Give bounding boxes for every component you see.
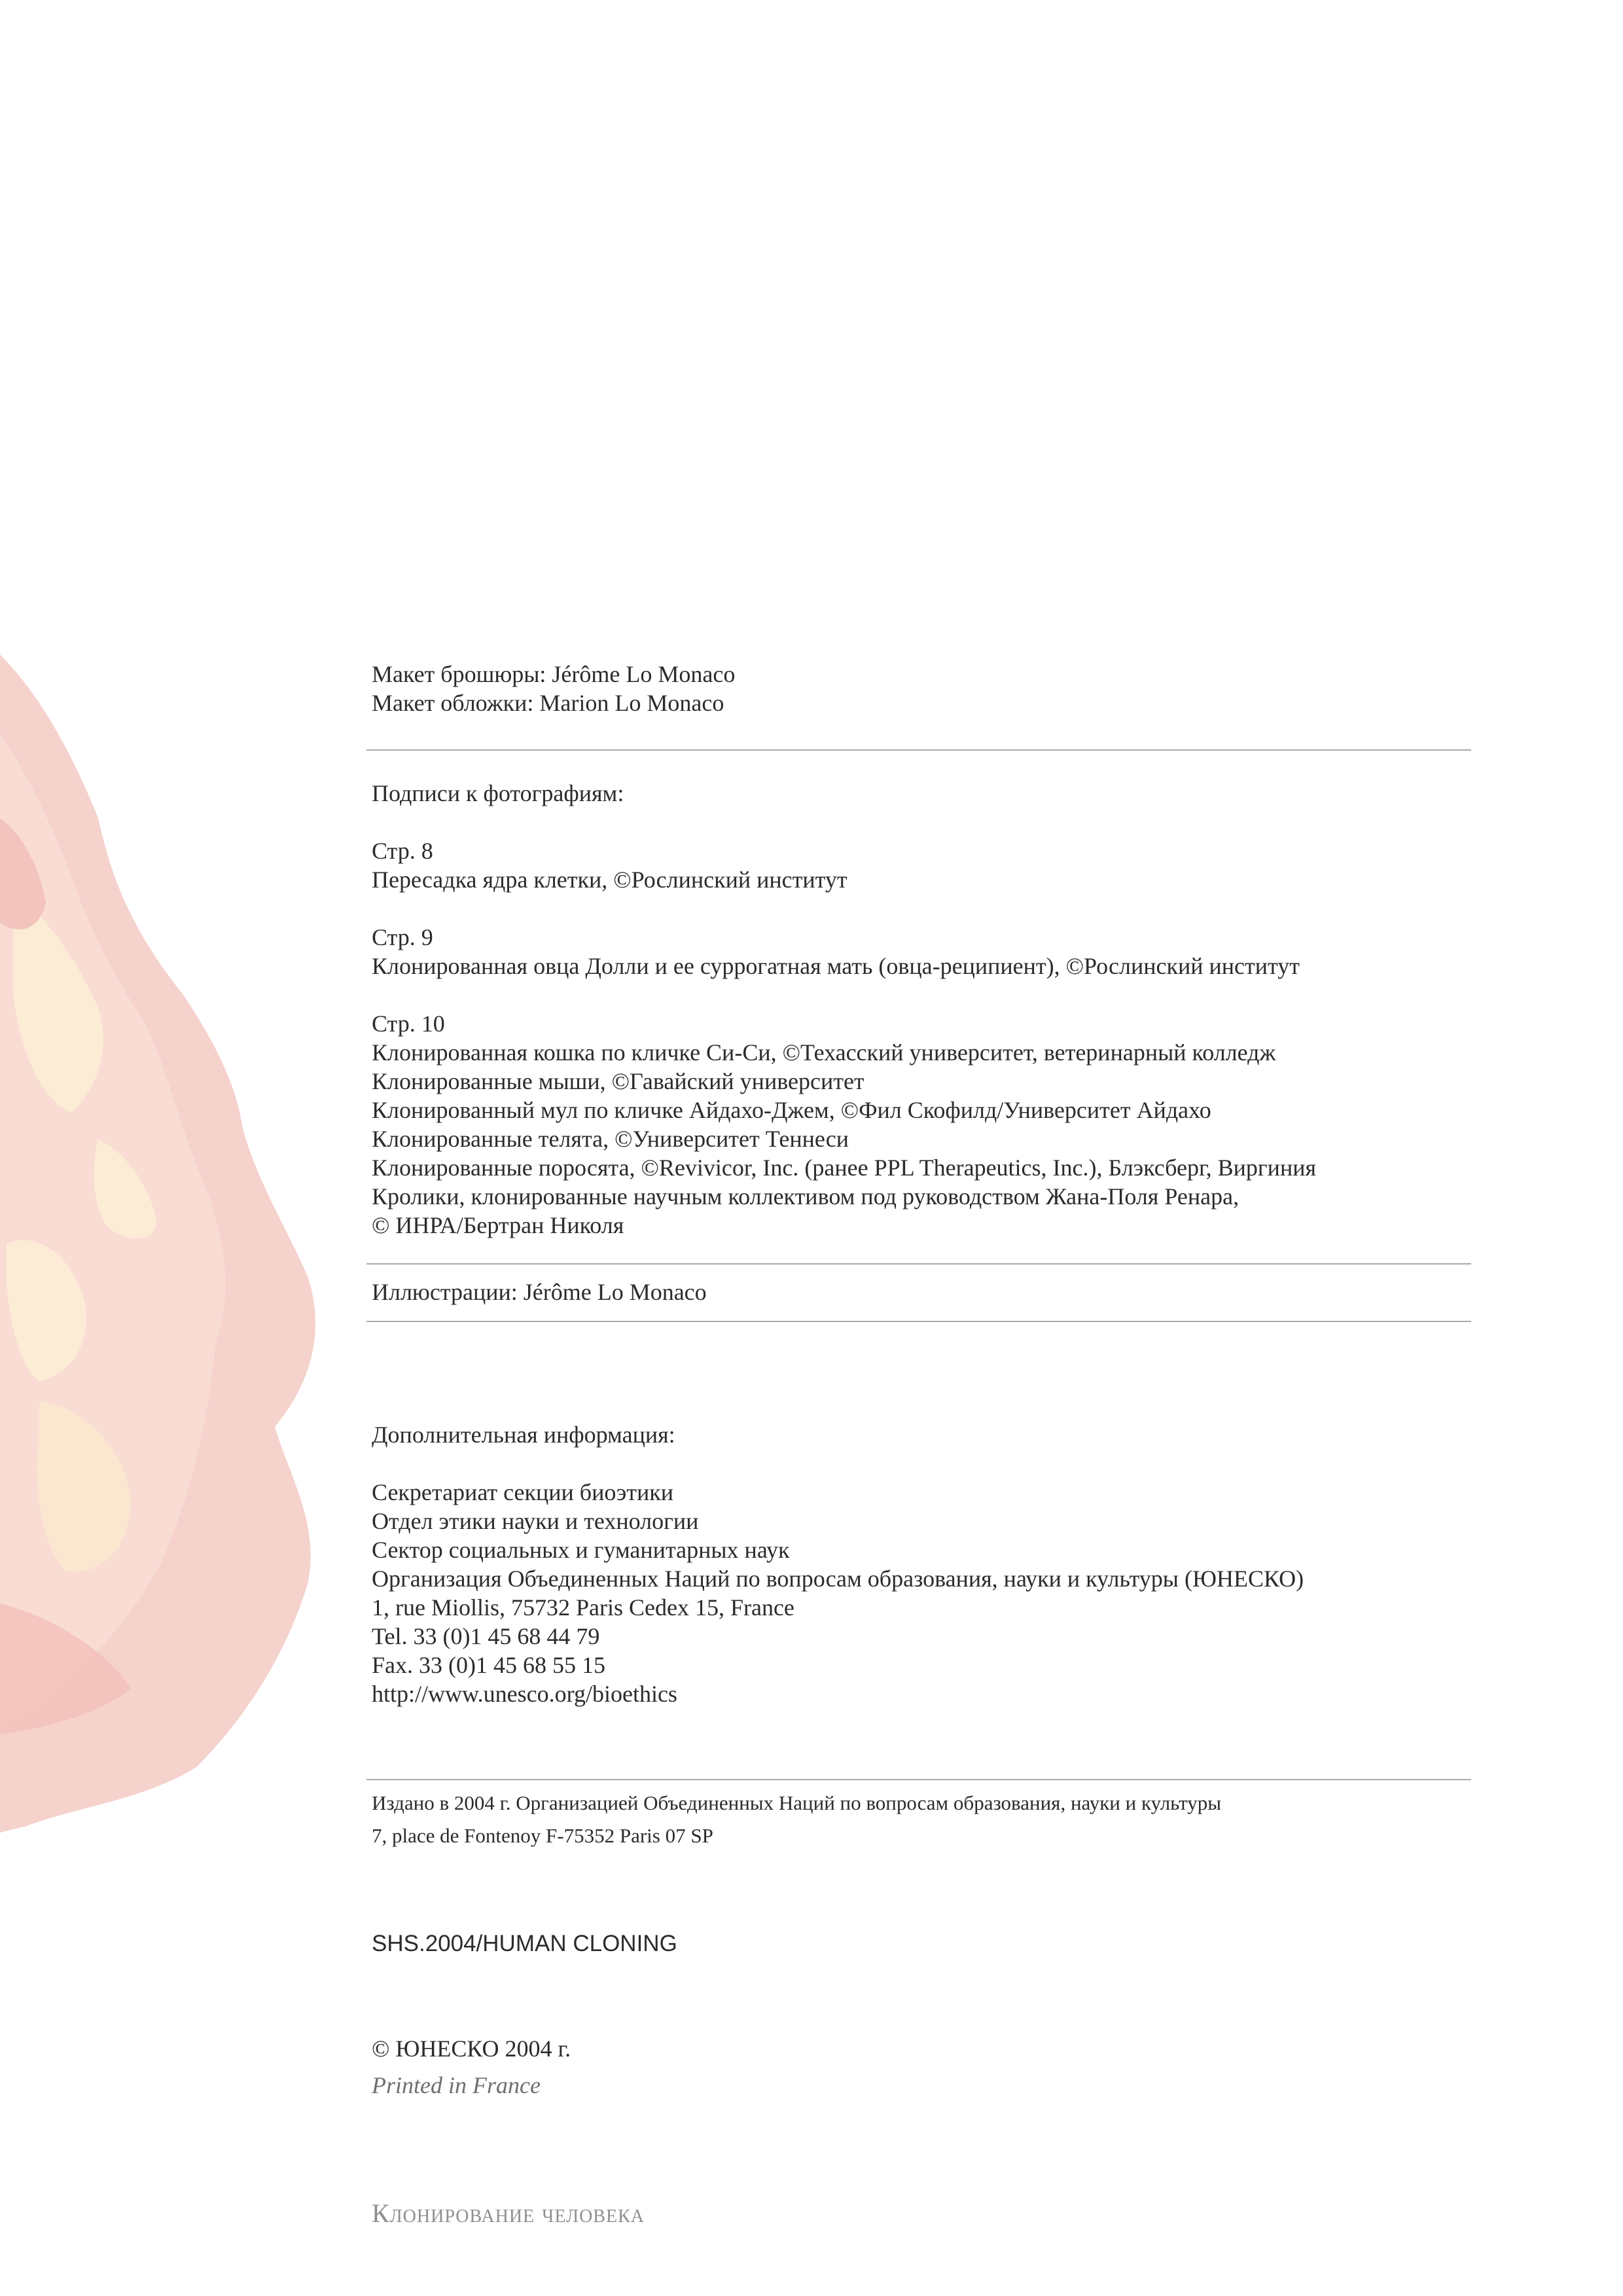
photo-caption: Клонированные мыши, ©Гавайский университет bbox=[372, 1068, 865, 1094]
credit-cover-layout: Макет обложки: Marion Lo Monaco bbox=[372, 690, 724, 716]
photo-caption: Пересадка ядра клетки, ©Рослинский институт bbox=[372, 867, 847, 893]
photo-page-10-label: Стр. 10 bbox=[372, 1011, 445, 1037]
contact-line: Отдел этики науки и технологии bbox=[372, 1508, 699, 1534]
photo-caption: Клонированный мул по кличке Айдахо-Джем, ©Фил Скофилд/Университет Айдахо bbox=[372, 1097, 1211, 1123]
photo-caption: Клонированная овца Долли и ее суррогатная мать (овца-реципиент), ©Рослинский институт bbox=[372, 953, 1300, 979]
divider bbox=[366, 1779, 1471, 1780]
photo-page-9-label: Стр. 9 bbox=[372, 924, 433, 950]
contact-website-link[interactable]: http://www.unesco.org/bioethics bbox=[372, 1681, 677, 1707]
divider bbox=[366, 1263, 1471, 1265]
publisher-address: 7, place de Fontenoy F-75352 Paris 07 SP bbox=[372, 1824, 713, 1847]
contact-line: Секретариат секции биоэтики bbox=[372, 1479, 674, 1505]
photo-caption: Клонированные телята, ©Университет Теннеси bbox=[372, 1126, 849, 1152]
divider bbox=[366, 749, 1471, 751]
credit-brochure-layout: Макет брошюры: Jérôme Lo Monaco bbox=[372, 661, 736, 687]
document-code: SHS.2004/HUMAN CLONING bbox=[372, 1931, 677, 1956]
contact-line: Сектор социальных и гуманитарных наук bbox=[372, 1537, 790, 1563]
photo-caption: Клонированная кошка по кличке Си-Си, ©Техасский университет, ветеринарный колледж bbox=[372, 1039, 1276, 1066]
contact-phone: Tel. 33 (0)1 45 68 44 79 bbox=[372, 1623, 600, 1649]
photo-caption: Кролики, клонированные научным коллективом под руководством Жана-Поля Ренара, bbox=[372, 1183, 1240, 1210]
illustrations-credit: Иллюстрации: Jérôme Lo Monaco bbox=[372, 1279, 707, 1305]
publisher-line: Издано в 2004 г. Организацией Объединенных Наций по вопросам образования, науки и культуры bbox=[372, 1791, 1222, 1814]
photo-page-8-label: Стр. 8 bbox=[372, 838, 433, 864]
contact-address: 1, rue Miollis, 75732 Paris Cedex 15, France bbox=[372, 1594, 794, 1621]
running-footer-title: Клонирование человека bbox=[372, 2198, 645, 2228]
photo-caption: Клонированные поросята, ©Revivicor, Inc. (ранее PPL Therapeutics, Inc.), Блэксберг, Виргиния bbox=[372, 1155, 1317, 1181]
contact-fax: Fax. 33 (0)1 45 68 55 15 bbox=[372, 1652, 605, 1678]
photo-captions-heading: Подписи к фотографиям: bbox=[372, 780, 624, 806]
printed-in-note: Printed in France bbox=[372, 2072, 541, 2098]
divider bbox=[366, 1321, 1471, 1322]
contact-line: Организация Объединенных Наций по вопросам образования, науки и культуры (ЮНЕСКО) bbox=[372, 1566, 1304, 1592]
copyright-notice: © ЮНЕСКО 2004 г. bbox=[372, 2036, 571, 2062]
contact-heading: Дополнительная информация: bbox=[372, 1422, 675, 1448]
photo-caption: © ИНРА/Бертран Николя bbox=[372, 1212, 624, 1238]
